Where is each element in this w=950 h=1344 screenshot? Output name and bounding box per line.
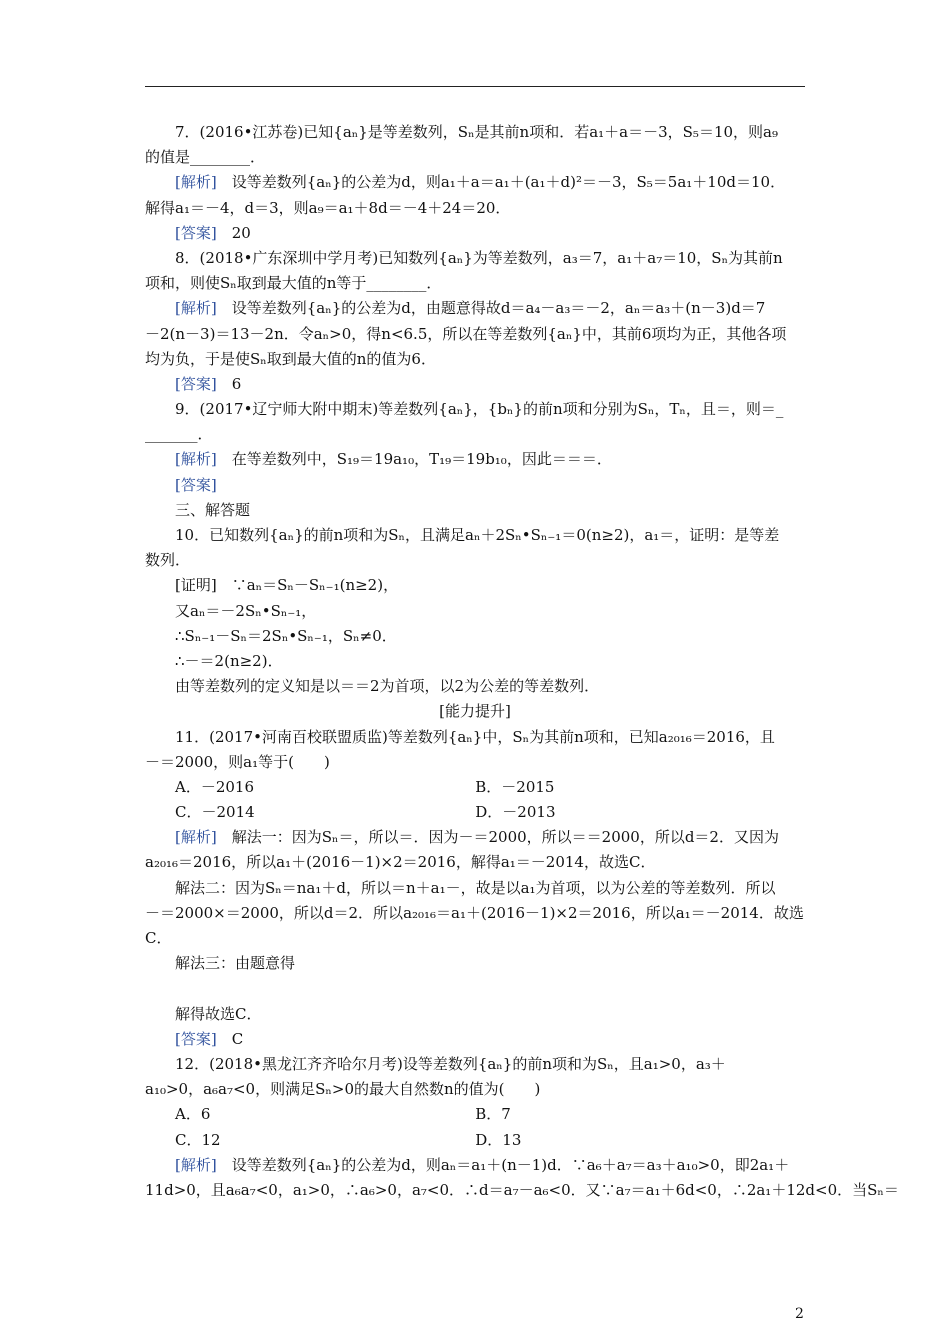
text-line bbox=[145, 196, 805, 221]
text-line bbox=[145, 699, 805, 724]
line-text: C bbox=[216, 1029, 244, 1048]
text-line bbox=[145, 951, 805, 976]
line-text: 又aₙ＝－2Sₙ•Sₙ₋₁， bbox=[175, 601, 317, 620]
line-text: 三、解答题 bbox=[175, 500, 251, 519]
line-text: _______． bbox=[145, 425, 213, 444]
text-line bbox=[145, 170, 805, 195]
line-text: 解法三：由题意得 bbox=[175, 954, 296, 973]
text-line bbox=[145, 422, 805, 447]
text-line bbox=[145, 624, 805, 649]
text-line bbox=[145, 447, 805, 472]
line-text: 设等差数列{aₙ}的公差为d，由题意得故d＝a₄－a₃＝－2，aₙ＝a₃＋(n－3)d＝7 bbox=[216, 299, 766, 318]
option-left: A．－2016 bbox=[175, 777, 255, 796]
line-text: 的值是________． bbox=[145, 148, 266, 167]
text-line bbox=[145, 498, 805, 523]
text-line bbox=[145, 1178, 899, 1203]
line-text: 解得故选C． bbox=[175, 1004, 262, 1023]
text-line bbox=[145, 523, 805, 548]
section-tag: [解析] bbox=[175, 828, 217, 847]
line-text: 10．已知数列{aₙ}的前n项和为Sₙ，且满足aₙ＋2Sₙ•Sₙ₋₁＝0(n≥2)，a₁＝，证明：是等差 bbox=[175, 526, 780, 544]
text-line bbox=[145, 221, 805, 246]
line-text: 8．(2018•广东深圳中学月考)已知数列{aₙ}为等差数列，a₃＝7，a₁＋a₇＝10，Sₙ为其前n bbox=[175, 248, 783, 267]
text-line bbox=[145, 775, 805, 800]
line-text: 在等差数列中，S₁₉＝19a₁₀，T₁₉＝19b₁₀，因此＝＝＝． bbox=[216, 450, 612, 469]
line-text: 7．(2016•江苏卷)已知{aₙ}是等差数列，Sₙ是其前n项和．若a₁＋a＝－3，S₅＝10，则a₉ bbox=[175, 123, 778, 141]
text-line bbox=[145, 1052, 805, 1077]
line-text: 解法一：因为Sₙ＝，所以＝．因为－＝2000，所以＝＝2000，所以d＝2．又因为 bbox=[216, 828, 779, 847]
text-line bbox=[145, 397, 805, 422]
section-tag: [答案] bbox=[175, 1029, 217, 1048]
text-line bbox=[145, 246, 805, 271]
text-line bbox=[145, 347, 805, 372]
line-text: ∴－＝2(n≥2)． bbox=[175, 651, 283, 670]
line-text: [能力提升] bbox=[439, 702, 511, 721]
text-line bbox=[145, 1027, 805, 1052]
section-tag: [解析] bbox=[175, 1155, 217, 1174]
page-number: 2 bbox=[795, 1306, 804, 1322]
line-text: 12．(2018•黑龙江齐齐哈尔月考)设等差数列{aₙ}的前n项和为Sₙ，且a₁>0，a₃＋ bbox=[175, 1054, 726, 1073]
text-line bbox=[145, 976, 805, 1001]
text-line bbox=[145, 1002, 805, 1027]
document-body bbox=[145, 120, 899, 1203]
text-line bbox=[145, 649, 805, 674]
line-text: a₁₀>0，a₆a₇<0，则满足Sₙ>0的最大自然数n的值为( ) bbox=[145, 1080, 541, 1099]
line-text: C． bbox=[145, 929, 172, 947]
text-line bbox=[145, 1128, 805, 1153]
option-right: D．13 bbox=[475, 1130, 522, 1149]
option-right: D．－2013 bbox=[475, 803, 556, 822]
text-line bbox=[145, 725, 805, 750]
line-text: a₂₀₁₆＝2016，所以a₁＋(2016－1)×2＝2016，解得a₁＝－2014，故选C． bbox=[145, 853, 656, 872]
line-text: －＝2000×＝2000，所以d＝2．所以a₂₀₁₆＝a₁＋(2016－1)×2＝2016，所以a₁＝－2014．故选 bbox=[145, 903, 804, 922]
line-text: 11．(2017•河南百校联盟质监)等差数列{aₙ}中，Sₙ为其前n项和，已知a₂₀₁₆＝2016，且 bbox=[175, 727, 775, 746]
header-rule bbox=[145, 86, 805, 87]
option-left: A．6 bbox=[175, 1105, 211, 1124]
line-text: 解得a₁＝－4，d＝3，则a₉＝a₁＋8d＝－4＋24＝20． bbox=[145, 198, 511, 217]
text-line bbox=[145, 372, 805, 397]
option-left: C．12 bbox=[175, 1130, 221, 1149]
text-line bbox=[145, 573, 805, 598]
text-line bbox=[145, 800, 805, 825]
section-tag: [答案] bbox=[175, 475, 217, 494]
section-tag: [答案] bbox=[175, 374, 217, 393]
text-line bbox=[145, 473, 805, 498]
text-line bbox=[145, 145, 805, 170]
text-line bbox=[145, 825, 805, 850]
text-line bbox=[145, 750, 805, 775]
option-right: B．－2015 bbox=[475, 777, 555, 796]
line-text: 6 bbox=[216, 374, 242, 393]
line-text: 9．(2017•辽宁师大附中期末)等差数列{aₙ}，{bₙ}的前n项和分别为Sₙ，Tₙ，且＝，则＝_ bbox=[175, 400, 784, 419]
text-line bbox=[145, 271, 805, 296]
text-line bbox=[145, 322, 805, 347]
line-text: 由等差数列的定义知是以＝＝2为首项，以2为公差的等差数列． bbox=[175, 677, 600, 696]
option-right: B．7 bbox=[475, 1105, 511, 1124]
text-line bbox=[145, 1077, 805, 1102]
text-line bbox=[145, 599, 805, 624]
line-text: 设等差数列{aₙ}的公差为d，则aₙ＝a₁＋(n－1)d．∵a₆＋a₇＝a₃＋a₁₀>0，即2a₁＋ bbox=[216, 1155, 790, 1174]
line-text: －2(n－3)＝13－2n．令aₙ>0，得n<6.5，所以在等差数列{aₙ}中，其前6项均为正，其他各项 bbox=[145, 324, 787, 343]
text-line bbox=[145, 1102, 805, 1127]
text-line bbox=[145, 850, 805, 875]
line-text: 项和，则使Sₙ取到最大值的n等于________． bbox=[145, 274, 442, 293]
section-tag: [解析] bbox=[175, 299, 217, 318]
text-line bbox=[145, 548, 805, 573]
text-line bbox=[145, 1153, 805, 1178]
text-line bbox=[145, 296, 805, 321]
section-tag: [解析] bbox=[175, 450, 217, 469]
text-line bbox=[145, 120, 805, 145]
text-line bbox=[145, 926, 805, 951]
line-text: 均为负，于是使Sₙ取到最大值的n的值为6． bbox=[145, 349, 436, 368]
line-text: 设等差数列{aₙ}的公差为d，则a₁＋a＝a₁＋(a₁＋d)²＝－3，S₅＝5a₁＋10d＝10． bbox=[216, 173, 786, 192]
line-text: 11d>0，且a₆a₇<0，a₁>0，∴a₆>0，a₇<0．∴d＝a₇－a₆<0．又∵a₇＝a₁＋6d<0，∴2a₁＋12d<0．当Sₙ＝ bbox=[145, 1180, 899, 1199]
section-tag: [解析] bbox=[175, 173, 217, 192]
text-line bbox=[145, 901, 805, 926]
line-text: [证明] ∵aₙ＝Sₙ－Sₙ₋₁(n≥2)， bbox=[175, 576, 399, 595]
text-line bbox=[145, 876, 805, 901]
option-left: C．－2014 bbox=[175, 803, 255, 822]
line-text: 20 bbox=[216, 223, 251, 242]
section-tag: [答案] bbox=[175, 223, 217, 242]
line-text: 解法二：因为Sₙ＝na₁＋d，所以＝n＋a₁－，故是以a₁为首项，以为公差的等差数列．所以 bbox=[175, 878, 776, 897]
text-line bbox=[145, 674, 805, 699]
line-text: ∴Sₙ₋₁－Sₙ＝2Sₙ•Sₙ₋₁，Sₙ≠0． bbox=[175, 626, 397, 645]
line-text: －＝2000，则a₁等于( ) bbox=[145, 752, 330, 771]
line-text: 数列． bbox=[145, 551, 191, 570]
